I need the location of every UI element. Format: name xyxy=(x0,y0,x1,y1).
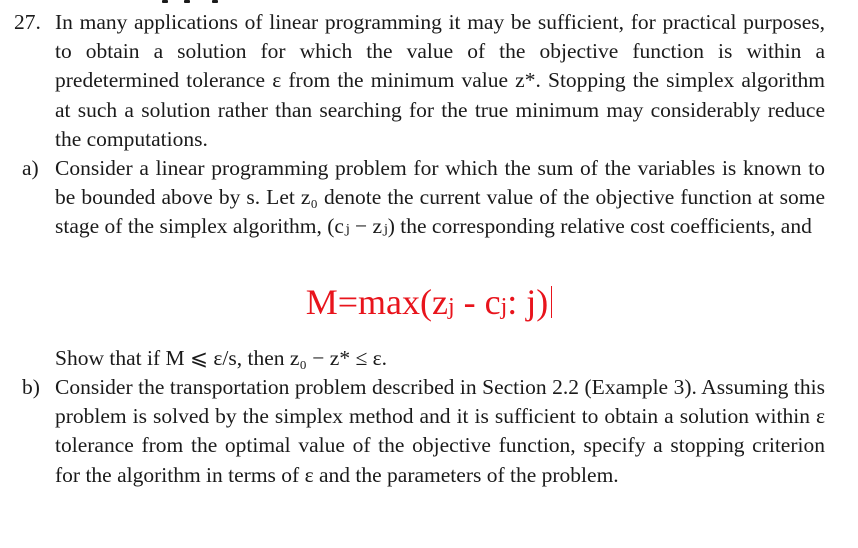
formula-subscript-j-2: j xyxy=(500,294,508,320)
formula-subscript-j: j xyxy=(447,294,455,320)
problem-intro: In many applications of linear programming it may be sufficient, for practical purposes, to obtain a solution for which the value of the objective function is within a predetermined tolerance ε from the minimum value z*. Stopping the simplex algorithm at such a solution rather than searching for the true minimum may considerably reduce the computations. xyxy=(55,10,825,151)
part-a-label: a) xyxy=(22,156,39,180)
part-a-show-that: Show that if M ⩽ ε/s, then z₀ − z* ≤ ε. xyxy=(55,346,388,370)
cropped-text-fragment xyxy=(150,0,230,4)
formula-prefix: M=max(z xyxy=(305,282,448,322)
part-b-text: Consider the transportation problem described in Section 2.2 (Example 3). Assuming this problem is solved by the simplex method and it is sufficient to obtain a solution within ε tolerance from the optimal value of the objective function, specify a stopping criterion for the algorithm in terms of ε and the parameters of the problem. xyxy=(55,375,825,487)
formula-suffix: : j) xyxy=(507,282,549,322)
text-cursor xyxy=(551,286,552,318)
part-a-text: Consider a linear programming problem for which the sum of the variables is known to be bounded above by s. Let z₀ denote the current value of the objective function at some stage of the simplex algorithm, (cⱼ − zⱼ) the corresponding relative cost coefficients, and xyxy=(55,156,825,239)
formula-m-definition xyxy=(0,280,858,329)
problem-number: 27. xyxy=(14,10,41,34)
part-b-label: b) xyxy=(22,375,40,399)
formula-mid: - c xyxy=(454,282,501,322)
